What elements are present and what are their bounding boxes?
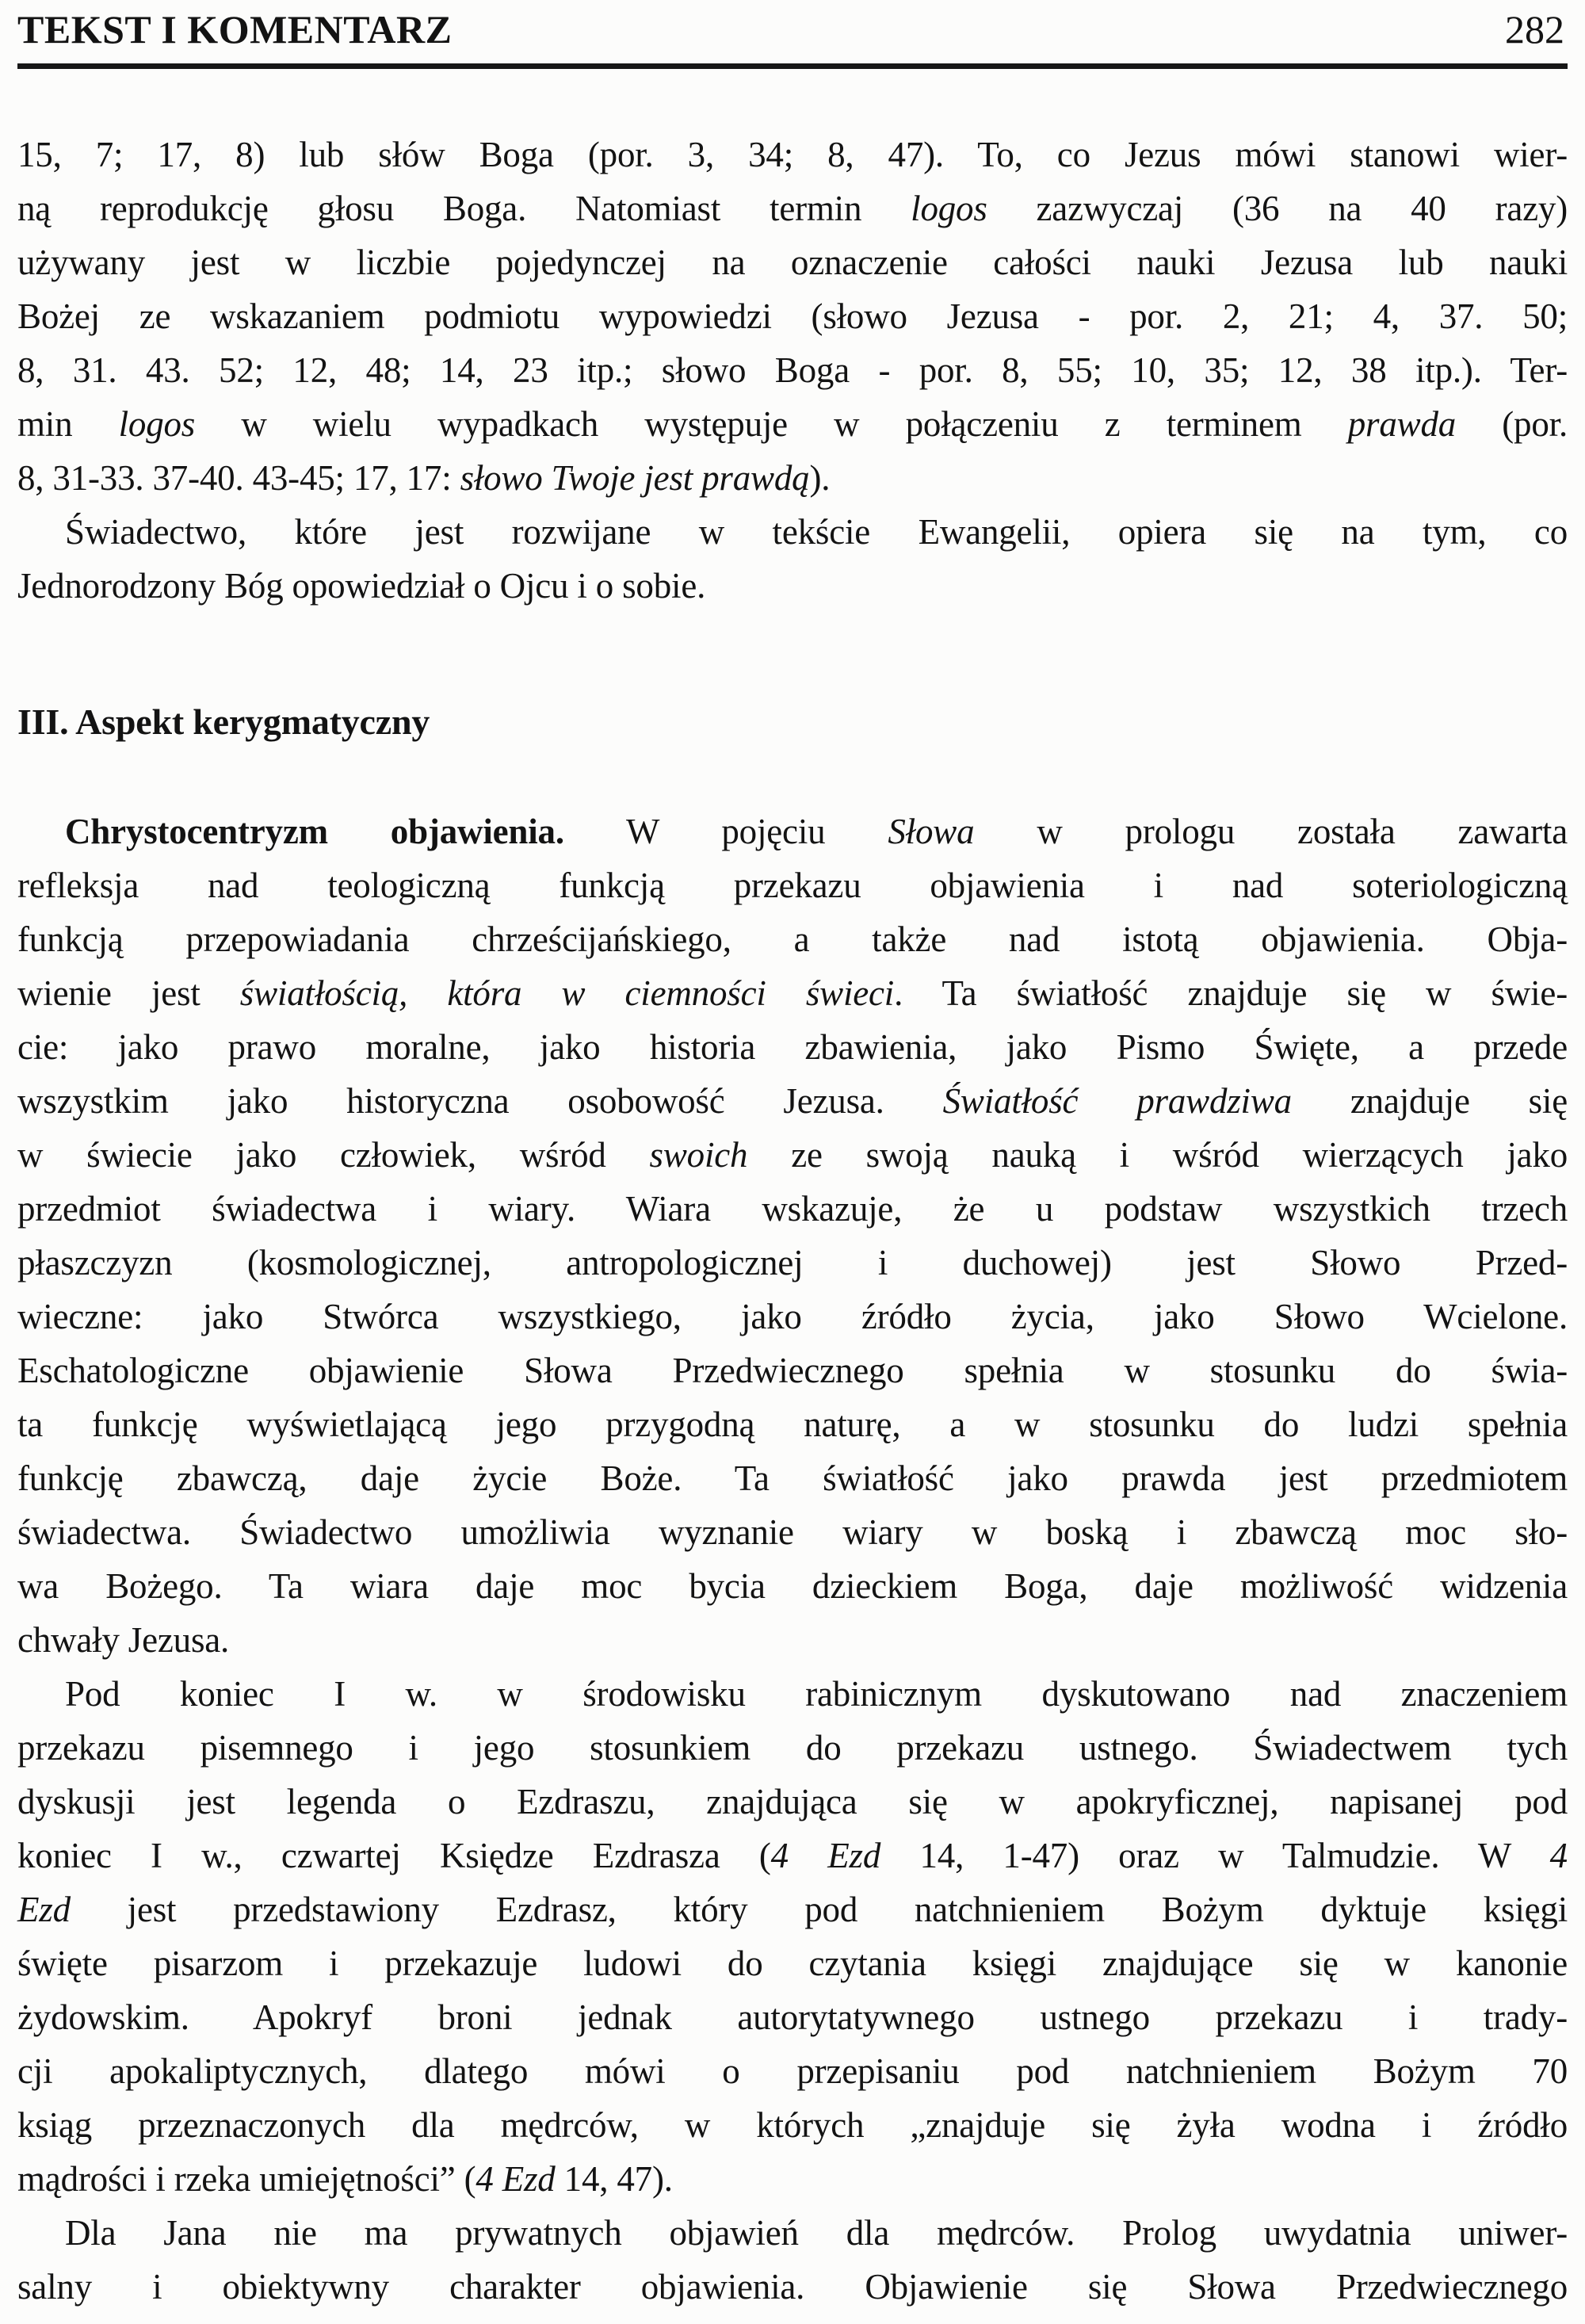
section-heading	[17, 695, 1568, 749]
text-line	[17, 182, 1568, 235]
text-line	[17, 912, 1568, 966]
text-line	[17, 858, 1568, 912]
text-segment: 14, 47).	[555, 2159, 673, 2199]
text-segment: ksiąg przeznaczonych dla mędrców, w których „znajduje się żyła wodna i źródło	[17, 2105, 1568, 2145]
text-line	[17, 1128, 1568, 1182]
text-segment: logos	[118, 404, 196, 444]
text-line	[17, 235, 1568, 289]
text-segment: funkcją przepowiadania chrześcijańskiego, a także nad istotą objawienia. Obja-	[17, 919, 1568, 959]
text-segment: Bożej ze wskazaniem podmiotu wypowiedzi (słowo Jezusa - por. 2, 21; 4, 37. 50;	[17, 296, 1568, 336]
page-header	[17, 0, 1568, 69]
text-line	[17, 1344, 1568, 1397]
text-line	[17, 805, 1568, 858]
text-line	[17, 1775, 1568, 1829]
text-segment: funkcję zbawczą, daje życie Boże. Ta światłość jako prawda jest przedmiotem	[17, 1458, 1568, 1498]
text-segment: logos	[911, 189, 987, 228]
text-line	[17, 1505, 1568, 1559]
text-line	[17, 2206, 1568, 2260]
paragraph	[17, 505, 1568, 613]
text-segment: Dla Jana nie ma prywatnych objawień dla mędrców. Prolog uwydatnia uniwer-	[65, 2213, 1568, 2253]
paragraph	[17, 1667, 1568, 2206]
text-line	[17, 1613, 1568, 1667]
text-segment: w świecie jako człowiek, wśród	[17, 1135, 650, 1175]
text-line	[17, 2044, 1568, 2098]
text-segment: Ezd	[17, 1890, 71, 1929]
text-segment: 4 Ezd	[476, 2159, 556, 2199]
text-segment: 15, 7; 17, 8) lub słów Boga (por. 3, 34; 8, 47). To, co Jezus mówi stanowi wier-	[17, 135, 1568, 174]
text-line	[17, 1990, 1568, 2044]
text-segment: prawda	[1347, 404, 1457, 444]
paragraph	[17, 128, 1568, 505]
text-line	[17, 1721, 1568, 1775]
text-segment: Światłość prawdziwa	[942, 1081, 1292, 1121]
text-segment: 4 Ezd	[770, 1836, 881, 1875]
text-segment: przekazu pisemnego i jego stosunkiem do przekazu ustnego. Świadectwem tych	[17, 1728, 1568, 1768]
text-segment: wienie jest	[17, 973, 240, 1013]
page-title: TEKST I KOMENTARZ	[17, 7, 453, 52]
text-segment: znajduje się	[1291, 1081, 1568, 1121]
paragraph	[17, 805, 1568, 1667]
text-segment: świadectwa. Świadectwo umożliwia wyznanie wiary w boską i zbawczą moc sło-	[17, 1512, 1568, 1552]
text-segment: . Ta światłość znajduje się w świe-	[894, 973, 1568, 1013]
text-segment: cji apokaliptycznych, dlatego mówi o przepisaniu pod natchnieniem Bożym 70	[17, 2051, 1568, 2091]
text-segment: używany jest w liczbie pojedynczej na oznaczenie całości nauki Jezusa lub nauki	[17, 243, 1568, 282]
text-segment: Chrystocentryzm objawienia.	[65, 812, 564, 851]
text-segment: Eschatologiczne objawienie Słowa Przedwiecznego spełnia w stosunku do świa-	[17, 1351, 1568, 1390]
text-line	[17, 289, 1568, 343]
text-segment: (por.	[1456, 404, 1568, 444]
text-line	[17, 451, 1568, 505]
text-segment: przedmiot świadectwa i wiary. Wiara wskazuje, że u podstaw wszystkich trzech	[17, 1189, 1568, 1229]
text-segment: W pojęciu	[563, 812, 888, 851]
text-segment: 4	[1549, 1836, 1568, 1875]
text-segment: w wielu wypadkach występuje w połączeniu z terminem	[195, 404, 1348, 444]
text-line	[17, 2152, 1568, 2206]
text-segment: wa Bożego. Ta wiara daje moc bycia dzieckiem Boga, daje możliwość widzenia	[17, 1566, 1568, 1606]
text-segment: chwały Jezusa.	[17, 1620, 230, 1660]
text-segment: 8, 31-33. 37-40. 43-45; 17, 17:	[17, 458, 460, 498]
text-line	[17, 559, 1568, 613]
text-segment: w prologu została zawarta	[974, 812, 1568, 851]
text-segment: dyskusji jest legenda o Ezdraszu, znajdująca się w apokryficznej, napisanej pod	[17, 1782, 1568, 1821]
text-segment: jest przedstawiony Ezdrasz, który pod natchnieniem Bożym dyktuje księgi	[70, 1890, 1568, 1929]
text-segment: ta funkcję wyświetlającą jego przygodną naturę, a w stosunku do ludzi spełnia	[17, 1405, 1568, 1444]
text-segment: słowo Twoje jest prawdą	[460, 458, 810, 498]
text-segment: zazwyczaj (36 na 40 razy)	[987, 189, 1568, 228]
text-segment: Świadectwo, które jest rozwijane w tekście Ewangelii, opiera się na tym, co	[65, 512, 1568, 552]
text-segment: ze swoją nauką i wśród wierzących jako	[747, 1135, 1568, 1175]
text-segment: 14, 1-47) oraz w Talmudzie. W	[880, 1836, 1550, 1875]
text-segment: wszystkim jako historyczna osobowość Jezusa.	[17, 1081, 943, 1121]
text-line	[17, 2098, 1568, 2152]
text-segment: Jednorodzony Bóg opowiedział o Ojcu i o sobie.	[17, 566, 706, 606]
text-line	[17, 1936, 1568, 1990]
page-number: 282	[1505, 7, 1564, 52]
text-segment: żydowskim. Apokryf broni jednak autorytatywnego ustnego przekazu i trady-	[17, 1997, 1568, 2037]
text-segment: refleksja nad teologiczną funkcją przekazu objawienia i nad soteriologiczną	[17, 866, 1568, 905]
text-segment: mądrości i rzeka umiejętności” (	[17, 2159, 476, 2199]
text-segment: salny i obiektywny charakter objawienia. Objawienie się Słowa Przedwiecznego	[17, 2267, 1568, 2307]
text-line	[17, 1182, 1568, 1236]
text-line	[17, 1074, 1568, 1128]
text-segment: koniec I w., czwartej Księdze Ezdrasza (	[17, 1836, 771, 1875]
page-content	[17, 128, 1568, 2314]
text-segment: wieczne: jako Stwórca wszystkiego, jako źródło życia, jako Słowo Wcielone.	[17, 1297, 1568, 1336]
text-line	[17, 1883, 1568, 1936]
text-line	[17, 1829, 1568, 1883]
text-line	[17, 695, 1568, 749]
text-segment: 8, 31. 43. 52; 12, 48; 14, 23 itp.; słowo Boga - por. 8, 55; 10, 35; 12, 38 itp.). Ter-	[17, 350, 1568, 390]
text-segment: płaszczyzn (kosmologicznej, antropologicznej i duchowej) jest Słowo Przed-	[17, 1243, 1568, 1282]
text-segment: Pod koniec I w. w środowisku rabinicznym dyskutowano nad znaczeniem	[65, 1674, 1568, 1714]
text-segment: święte pisarzom i przekazuje ludowi do czytania księgi znajdujące się w kanonie	[17, 1944, 1568, 1983]
text-line	[17, 966, 1568, 1020]
text-line	[17, 505, 1568, 559]
text-segment: ną reprodukcję głosu Boga. Natomiast termin	[17, 189, 911, 228]
text-segment: światłością, która w ciemności świeci	[239, 973, 895, 1013]
text-segment: cie: jako prawo moralne, jako historia zbawienia, jako Pismo Święte, a przede	[17, 1027, 1568, 1067]
text-line	[17, 2260, 1568, 2314]
text-segment: ).	[809, 458, 831, 498]
text-line	[17, 397, 1568, 451]
text-line	[17, 1559, 1568, 1613]
text-line	[17, 1397, 1568, 1451]
text-segment: Słowa	[888, 812, 975, 851]
text-line	[17, 128, 1568, 182]
text-line	[17, 1667, 1568, 1721]
text-segment: min	[17, 404, 119, 444]
text-line	[17, 1451, 1568, 1505]
text-line	[17, 1236, 1568, 1290]
text-line	[17, 343, 1568, 397]
text-line	[17, 1020, 1568, 1074]
text-segment: swoich	[649, 1135, 748, 1175]
text-line	[17, 1290, 1568, 1344]
paragraph	[17, 2206, 1568, 2314]
text-segment: III. Aspekt kerygmatyczny	[17, 701, 430, 742]
